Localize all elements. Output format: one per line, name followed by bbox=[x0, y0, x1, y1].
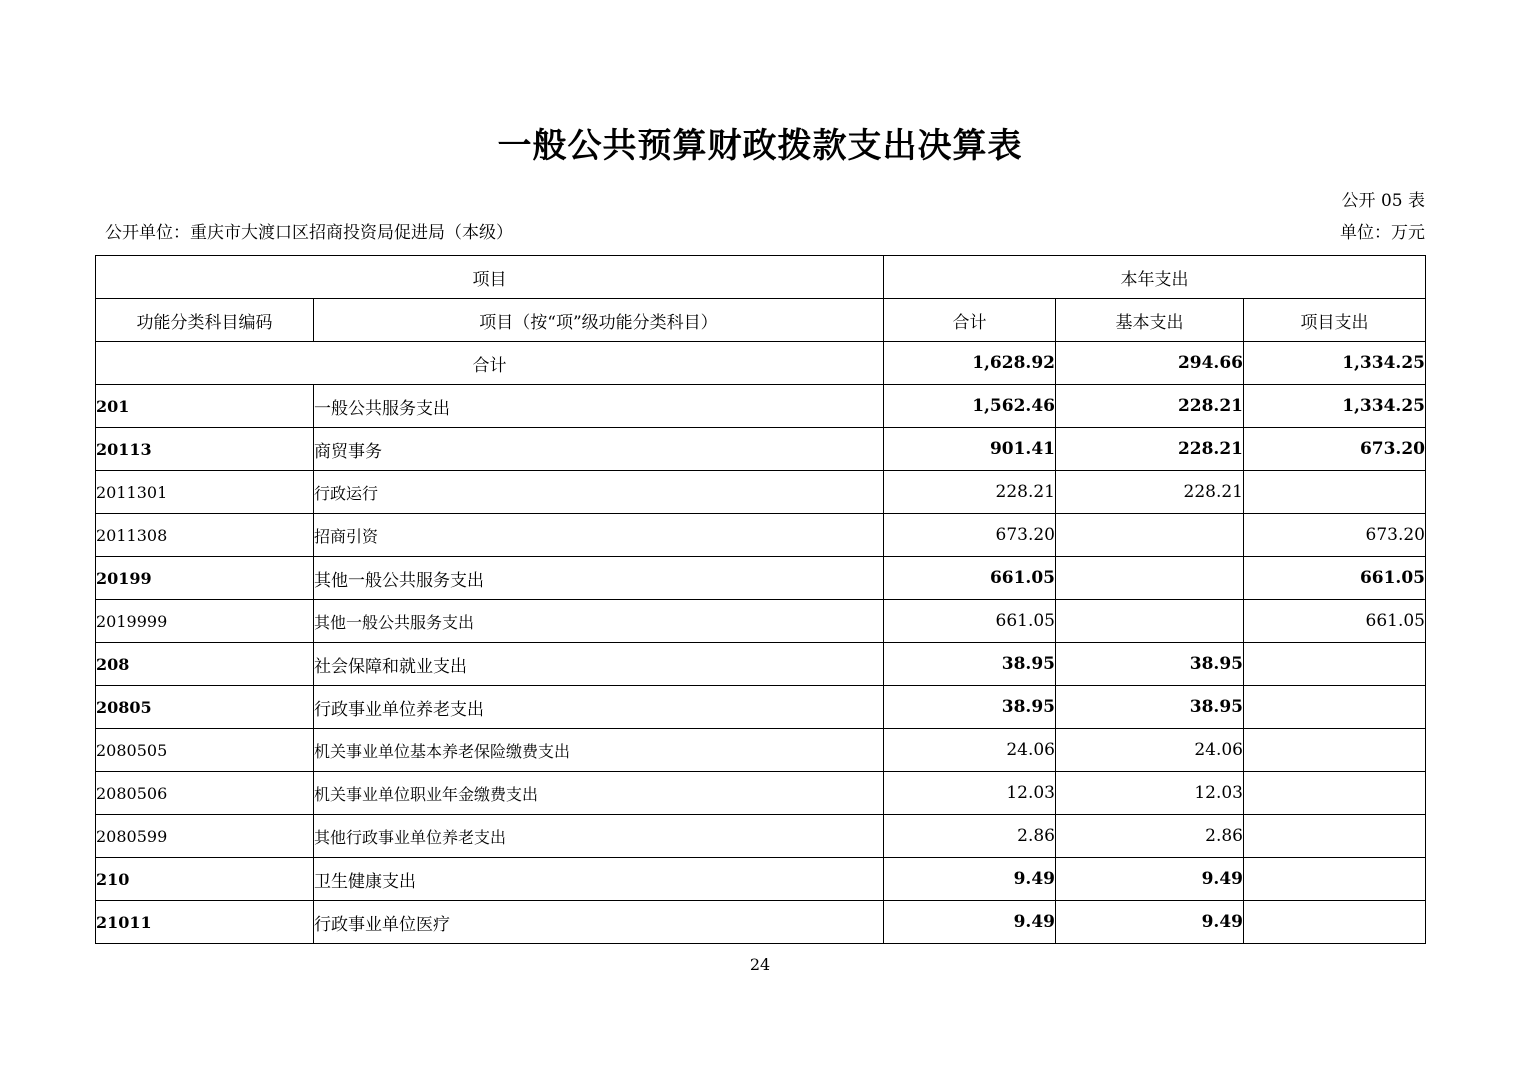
table-row bbox=[96, 514, 1426, 557]
expenditure-table bbox=[95, 255, 1426, 944]
cell-project bbox=[1244, 858, 1426, 901]
cell-code: 20805 bbox=[96, 686, 314, 729]
cell-total: 1,628.92 bbox=[884, 342, 1056, 385]
column-header-basic: 基本支出 bbox=[1056, 299, 1244, 342]
cell-basic: 228.21 bbox=[1056, 428, 1244, 471]
cell-code: 2080506 bbox=[96, 772, 314, 815]
group-header-current-year: 本年支出 bbox=[884, 256, 1426, 299]
cell-code: 21011 bbox=[96, 901, 314, 944]
cell-basic: 228.21 bbox=[1056, 471, 1244, 514]
cell-basic: 38.95 bbox=[1056, 686, 1244, 729]
table-row bbox=[96, 815, 1426, 858]
cell-basic: 24.06 bbox=[1056, 729, 1244, 772]
table-group-header-row bbox=[96, 256, 1426, 299]
table-row bbox=[96, 471, 1426, 514]
page-number: 24 bbox=[749, 955, 771, 974]
row-total-label: 合计 bbox=[96, 342, 884, 385]
group-header-item: 项目 bbox=[96, 256, 884, 299]
cell-code: 20113 bbox=[96, 428, 314, 471]
unit-of-measure: 单位：万元 bbox=[1340, 223, 1425, 243]
column-header-code: 功能分类科目编码 bbox=[96, 299, 314, 342]
cell-total: 9.49 bbox=[884, 901, 1056, 944]
cell-total: 12.03 bbox=[884, 772, 1056, 815]
cell-name: 机关事业单位职业年金缴费支出 bbox=[314, 772, 884, 815]
table-row bbox=[96, 686, 1426, 729]
table-row bbox=[96, 342, 1426, 385]
cell-total: 661.05 bbox=[884, 600, 1056, 643]
cell-code: 2080599 bbox=[96, 815, 314, 858]
cell-name: 其他一般公共服务支出 bbox=[314, 600, 884, 643]
cell-basic: 294.66 bbox=[1056, 342, 1244, 385]
page-title: 一般公共预算财政拨款支出决算表 bbox=[497, 126, 1023, 166]
table-row bbox=[96, 901, 1426, 944]
table-row bbox=[96, 557, 1426, 600]
cell-name: 一般公共服务支出 bbox=[314, 385, 884, 428]
table-header-row bbox=[96, 299, 1426, 342]
cell-code: 2011301 bbox=[96, 471, 314, 514]
cell-code: 2080505 bbox=[96, 729, 314, 772]
cell-total: 24.06 bbox=[884, 729, 1056, 772]
cell-project bbox=[1244, 901, 1426, 944]
cell-basic bbox=[1056, 557, 1244, 600]
cell-name: 商贸事务 bbox=[314, 428, 884, 471]
column-header-project: 项目支出 bbox=[1244, 299, 1426, 342]
column-header-total: 合计 bbox=[884, 299, 1056, 342]
cell-total: 2.86 bbox=[884, 815, 1056, 858]
cell-project: 673.20 bbox=[1244, 514, 1426, 557]
cell-code: 2019999 bbox=[96, 600, 314, 643]
table-body bbox=[96, 342, 1426, 944]
publishing-unit: 公开单位：重庆市大渡口区招商投资局促进局（本级） bbox=[105, 223, 513, 243]
cell-project: 1,334.25 bbox=[1244, 385, 1426, 428]
cell-project: 661.05 bbox=[1244, 557, 1426, 600]
cell-basic: 9.49 bbox=[1056, 858, 1244, 901]
table-row bbox=[96, 772, 1426, 815]
cell-name: 行政事业单位医疗 bbox=[314, 901, 884, 944]
cell-name: 机关事业单位基本养老保险缴费支出 bbox=[314, 729, 884, 772]
cell-project bbox=[1244, 471, 1426, 514]
table-row bbox=[96, 643, 1426, 686]
cell-name: 其他一般公共服务支出 bbox=[314, 557, 884, 600]
column-header-name: 项目（按“项”级功能分类科目） bbox=[314, 299, 884, 342]
cell-code: 208 bbox=[96, 643, 314, 686]
table-row bbox=[96, 858, 1426, 901]
cell-name: 招商引资 bbox=[314, 514, 884, 557]
table-row bbox=[96, 385, 1426, 428]
cell-code: 2011308 bbox=[96, 514, 314, 557]
cell-basic: 38.95 bbox=[1056, 643, 1244, 686]
table-row bbox=[96, 600, 1426, 643]
cell-project: 673.20 bbox=[1244, 428, 1426, 471]
cell-name: 卫生健康支出 bbox=[314, 858, 884, 901]
cell-project: 1,334.25 bbox=[1244, 342, 1426, 385]
cell-total: 9.49 bbox=[884, 858, 1056, 901]
cell-name: 行政事业单位养老支出 bbox=[314, 686, 884, 729]
table-row bbox=[96, 729, 1426, 772]
cell-total: 38.95 bbox=[884, 643, 1056, 686]
cell-project bbox=[1244, 643, 1426, 686]
cell-total: 228.21 bbox=[884, 471, 1056, 514]
cell-code: 210 bbox=[96, 858, 314, 901]
cell-project bbox=[1244, 772, 1426, 815]
cell-basic: 228.21 bbox=[1056, 385, 1244, 428]
cell-basic: 9.49 bbox=[1056, 901, 1244, 944]
cell-name: 行政运行 bbox=[314, 471, 884, 514]
cell-total: 1,562.46 bbox=[884, 385, 1056, 428]
cell-code: 201 bbox=[96, 385, 314, 428]
cell-project bbox=[1244, 686, 1426, 729]
cell-total: 901.41 bbox=[884, 428, 1056, 471]
form-number: 公开 05 表 bbox=[1341, 191, 1425, 211]
cell-total: 661.05 bbox=[884, 557, 1056, 600]
cell-project bbox=[1244, 815, 1426, 858]
cell-project: 661.05 bbox=[1244, 600, 1426, 643]
cell-name: 社会保障和就业支出 bbox=[314, 643, 884, 686]
cell-total: 673.20 bbox=[884, 514, 1056, 557]
cell-basic bbox=[1056, 600, 1244, 643]
cell-total: 38.95 bbox=[884, 686, 1056, 729]
cell-name: 其他行政事业单位养老支出 bbox=[314, 815, 884, 858]
table-row bbox=[96, 428, 1426, 471]
cell-basic: 2.86 bbox=[1056, 815, 1244, 858]
cell-project bbox=[1244, 729, 1426, 772]
cell-basic: 12.03 bbox=[1056, 772, 1244, 815]
cell-code: 20199 bbox=[96, 557, 314, 600]
cell-basic bbox=[1056, 514, 1244, 557]
